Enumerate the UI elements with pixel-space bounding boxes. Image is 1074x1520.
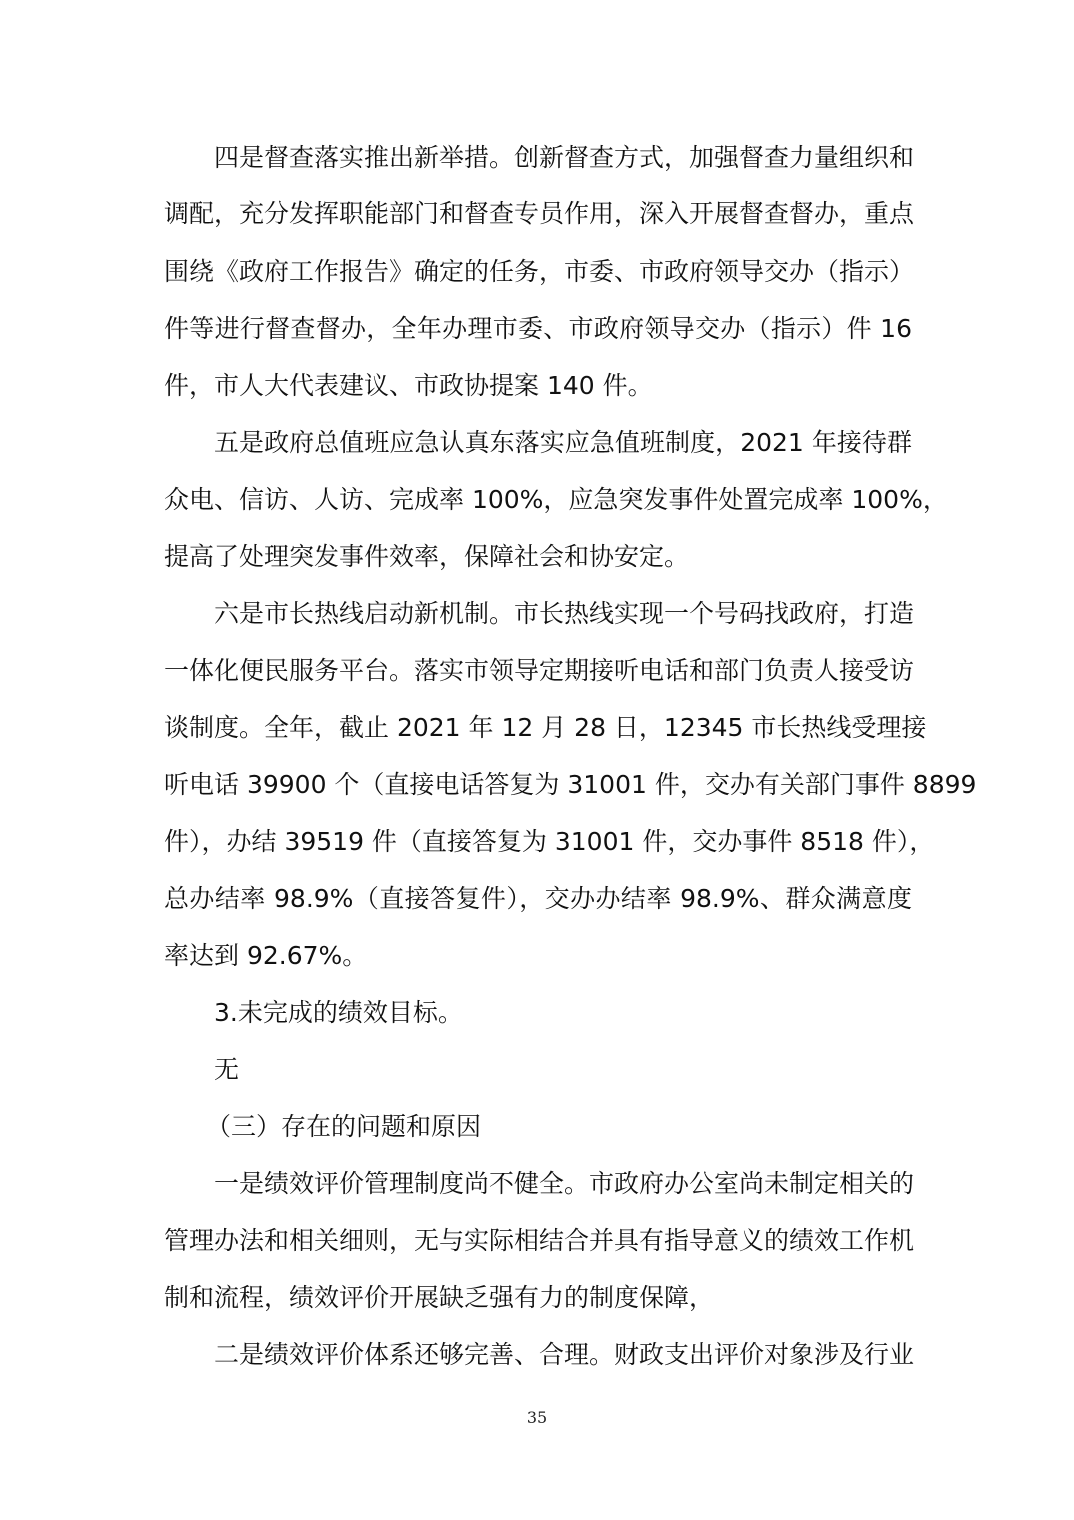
unfinished-goals-text: 无 [214, 1055, 240, 1084]
paragraph-5-line-1: 五是政府总值班应急认真东落实应急值班制度，2021 年接待群 [214, 428, 912, 457]
paragraph-6-line-2: 一体化便民服务平台。落实市领导定期接听电话和部门负责人接受访 [164, 656, 915, 685]
paragraph-6-line-1: 六是市长热线启动新机制。市长热线实现一个号码找政府，打造 [214, 599, 915, 628]
section-heading-problems: （三）存在的问题和原因 [206, 1112, 482, 1141]
page-number: 35 [526, 1408, 548, 1427]
problem-2-line-1: 二是绩效评价体系还够完善、合理。财政支出评价对象涉及行业 [214, 1340, 915, 1369]
paragraph-6-line-7: 率达到 92.67%。 [164, 941, 368, 970]
paragraph-6-line-4: 听电话 39900 个（直接电话答复为 31001 件，交办有关部门事件 8899 [164, 770, 977, 799]
problem-1-line-1: 一是绩效评价管理制度尚不健全。市政府办公室尚未制定相关的 [214, 1169, 915, 1198]
paragraph-6-line-5: 件），办结 39519 件（直接答复为 31001 件，交办事件 8518 件）， [164, 827, 935, 856]
paragraph-6-line-3: 谈制度。全年，截止 2021 年 12 月 28 日，12345 市长热线受理接 [164, 713, 927, 742]
paragraph-4-line-1: 四是督查落实推出新举措。创新督查方式，加强督查力量组织和 [214, 143, 915, 172]
paragraph-4-line-2: 调配，充分发挥职能部门和督查专员作用，深入开展督查督办，重点 [164, 199, 915, 228]
problem-1-line-2: 管理办法和相关细则，无与实际相结合并具有指导意义的绩效工作机 [164, 1226, 915, 1255]
paragraph-5-line-3: 提高了处理突发事件效率，保障社会和协安定。 [164, 542, 690, 571]
paragraph-6-line-6: 总办结率 98.9%（直接答复件），交办办结率 98.9%、群众满意度 [164, 884, 912, 913]
paragraph-4-line-4: 件等进行督查督办，全年办理市委、市政府领导交办（指示）件 16 [164, 314, 912, 343]
paragraph-5-line-2: 众电、信访、人访、完成率 100%，应急突发事件处置完成率 100%， [164, 485, 948, 514]
paragraph-4-line-3: 围绕《政府工作报告》确定的任务，市委、市政府领导交办（指示） [164, 257, 915, 286]
section-heading-unfinished-goals: 3.未完成的绩效目标。 [214, 998, 463, 1027]
problem-1-line-3: 制和流程，绩效评价开展缺乏强有力的制度保障， [164, 1283, 715, 1312]
paragraph-4-line-5: 件，市人大代表建议、市政协提案 140 件。 [164, 371, 653, 400]
